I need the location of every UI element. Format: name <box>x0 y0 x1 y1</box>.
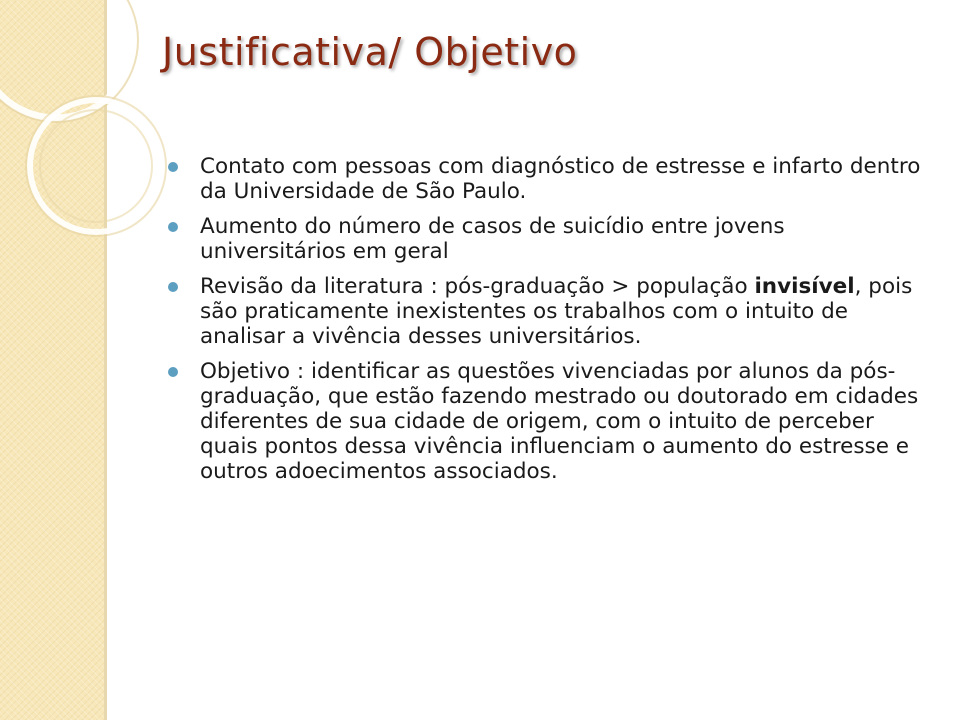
decorative-ring-inner <box>40 110 152 222</box>
slide-title: Justificativa/ Objetivo <box>162 30 578 74</box>
bullet-dot-icon <box>168 367 178 377</box>
bullet-item <box>162 154 932 204</box>
bullet-dot-icon <box>168 162 178 172</box>
bullet-text: Aumento do número de casos de suicídio entre jovens universitários em geral <box>200 214 785 264</box>
decorative-ring-small <box>30 100 162 232</box>
bullet-text-end: , pois são praticamente inexistentes os trabalhos com o intuito de analisar a vivência desses universitários. <box>200 274 913 349</box>
bullet-text: Contato com pessoas com diagnóstico de estresse e infarto dentro da Universidade de São Paulo. <box>200 154 921 204</box>
bullet-dot-icon <box>168 222 178 232</box>
bullet-item <box>162 214 932 264</box>
bullet-text: Objetivo : identificar as questões vivenciadas por alunos da pós-graduação, que estão fazendo mestrado ou doutorado em cidades diferentes de sua cidade de origem, com o intuito de perceber quais pontos dessa vivência influenciam o aumento do estresse e outros adoecimentos associados. <box>200 359 919 484</box>
bullet-dot-icon <box>168 282 178 292</box>
bullet-text-emphasis: invisível <box>754 274 855 299</box>
bullet-item <box>162 359 932 484</box>
bullet-text-start: Revisão da literatura : pós-graduação > população <box>200 274 755 299</box>
bullet-item <box>162 274 932 349</box>
decorative-ring-small-shadow <box>26 96 166 236</box>
bullet-list <box>162 154 932 494</box>
